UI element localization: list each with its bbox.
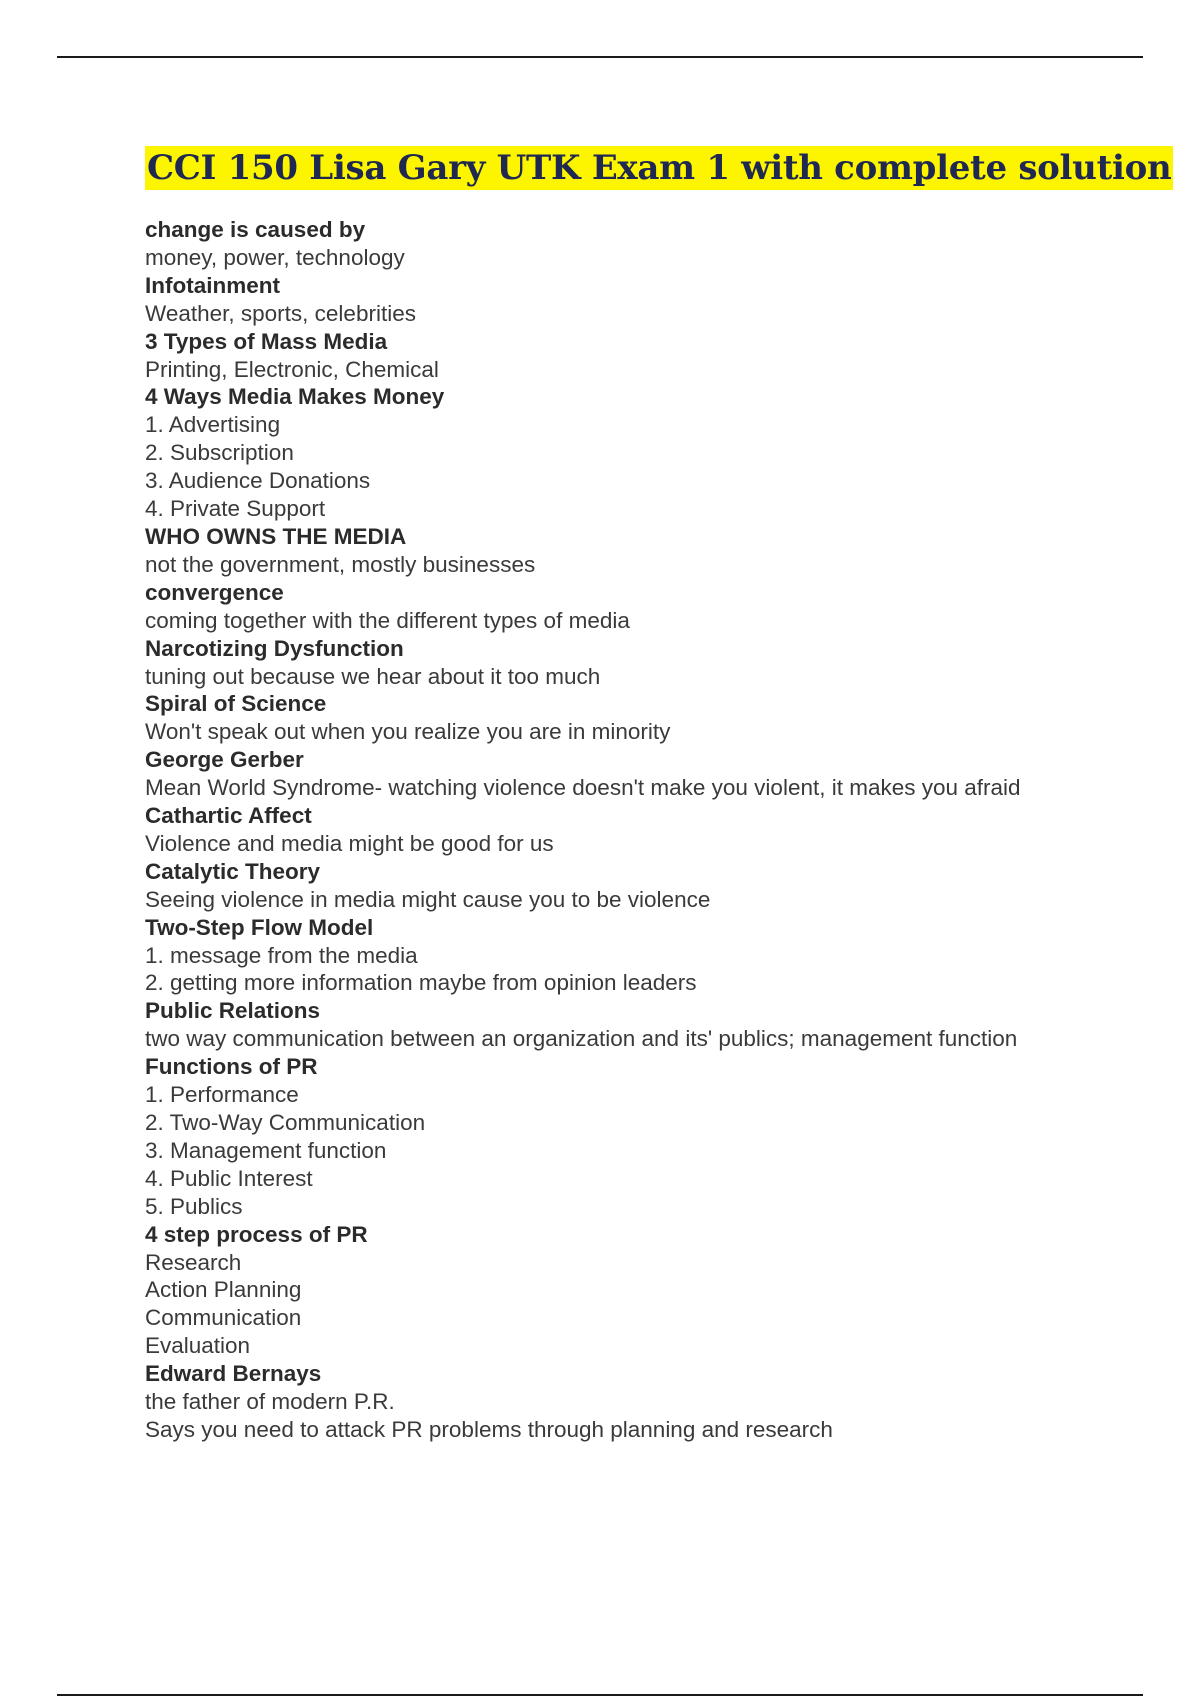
definition-line: Mean World Syndrome- watching violence doesn't make you violent, it makes you afraid [145, 775, 1021, 801]
qa-entry [145, 216, 1145, 272]
definition-line: 4. Public Interest [145, 1165, 313, 1191]
term-heading: Cathartic Affect [145, 803, 312, 829]
term-heading: Public Relations [145, 998, 321, 1024]
term-heading: change is caused by [145, 217, 366, 242]
definition-line: Says you need to attack PR problems through planning and research [145, 1416, 833, 1442]
definition-line: Evaluation [145, 1333, 251, 1359]
qa-entry [145, 272, 1145, 328]
definition-line: 3. Audience Donations [145, 468, 371, 494]
qa-entry [145, 383, 1145, 523]
qa-entry [145, 746, 1145, 802]
definition-line: 2. Subscription [145, 440, 294, 466]
definition-line: Printing, Electronic, Chemical [145, 356, 439, 382]
term-heading: Narcotizing Dysfunction [145, 635, 404, 661]
definition-line: 3. Management function [145, 1137, 387, 1163]
definition-line: 2. getting more information maybe from opinion leaders [145, 970, 697, 996]
qa-entry [145, 579, 1145, 635]
title-block [145, 146, 1173, 190]
definition-line: 1. Performance [145, 1082, 299, 1108]
definition-line: Won't speak out when you realize you are in minority [145, 719, 671, 745]
definition-line: Research [145, 1249, 242, 1275]
definition-line: not the government, mostly businesses [145, 551, 536, 577]
definition-line: money, power, technology [145, 244, 405, 270]
term-heading: convergence [145, 579, 284, 605]
definition-line: 1. message from the media [145, 942, 418, 968]
definition-line: 2. Two-Way Communication [145, 1110, 426, 1135]
qa-entry [145, 690, 1145, 746]
term-heading: WHO OWNS THE MEDIA [145, 523, 407, 549]
qa-entry [145, 997, 1145, 1053]
definition-line: coming together with the different types of media [145, 607, 630, 633]
term-heading: Two-Step Flow Model [145, 914, 374, 940]
definition-line: tuning out because we hear about it too much [145, 663, 601, 689]
definition-line: Seeing violence in media might cause you to be violence [145, 886, 711, 912]
definition-line: Action Planning [145, 1277, 302, 1303]
qa-entry [145, 914, 1145, 998]
definition-line: 5. Publics [145, 1193, 243, 1219]
qa-entry [145, 1360, 1145, 1444]
qa-entry [145, 635, 1145, 691]
term-heading: Spiral of Science [145, 691, 327, 717]
definition-line: Communication [145, 1305, 302, 1331]
definition-line: two way communication between an organization and its' publics; management function [145, 1026, 1018, 1052]
definition-line: 1. Advertising [145, 412, 281, 438]
term-heading: Catalytic Theory [145, 858, 321, 884]
term-heading: Functions of PR [145, 1054, 318, 1080]
top-rule [57, 56, 1143, 58]
bottom-rule [57, 1694, 1143, 1696]
term-heading: 3 Types of Mass Media [145, 328, 388, 354]
qa-entry [145, 328, 1145, 384]
definition-line: the father of modern P.R. [145, 1389, 395, 1415]
term-heading: Infotainment [145, 272, 280, 298]
definition-line: Weather, sports, celebrities [145, 300, 416, 326]
term-heading: 4 step process of PR [145, 1221, 368, 1247]
term-heading: 4 Ways Media Makes Money [145, 384, 445, 410]
term-heading: George Gerber [145, 747, 304, 773]
qa-entry [145, 1053, 1145, 1220]
definition-line: Violence and media might be good for us [145, 830, 554, 856]
qa-entry [145, 1221, 1145, 1361]
qa-list [145, 216, 1145, 1444]
qa-entry [145, 858, 1145, 914]
qa-entry [145, 523, 1145, 579]
definition-line: 4. Private Support [145, 496, 326, 522]
qa-entry [145, 802, 1145, 858]
document-title: CCI 150 Lisa Gary UTK Exam 1 with complete solution [147, 148, 1172, 188]
term-heading: Edward Bernays [145, 1361, 322, 1387]
